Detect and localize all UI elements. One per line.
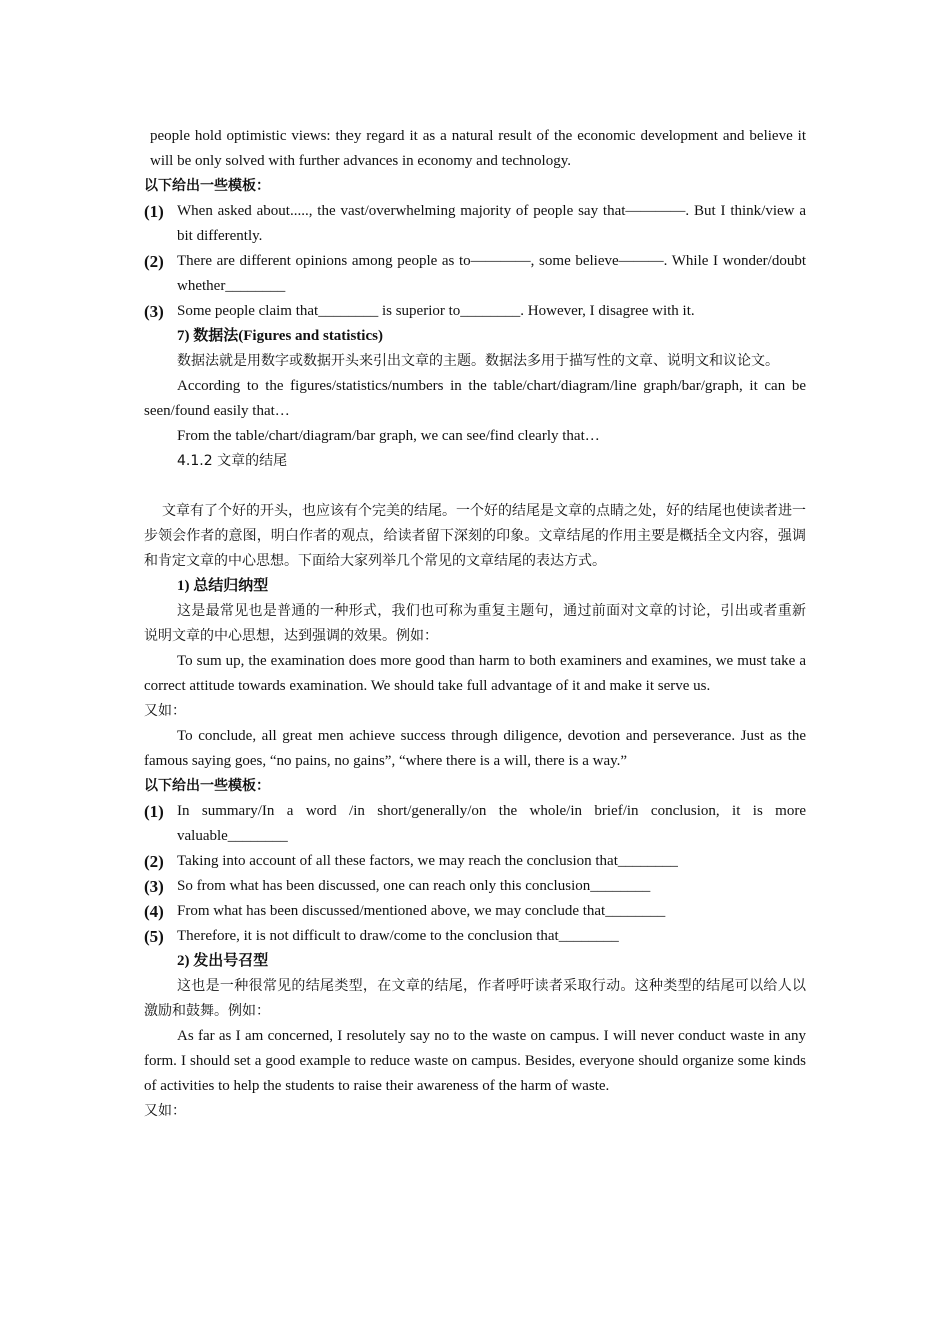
list-number: (5): [144, 927, 164, 946]
list-text: There are different opinions among people as to————, some believe———. While I wonder/doubt whether________: [177, 253, 806, 294]
also-label: 又如：: [144, 703, 186, 719]
summary-heading: 1) 总结归纳型: [177, 578, 269, 594]
list-text: In summary/In a word /in short/generally/on the whole/in brief/in conclusion, it is more valuable________: [177, 803, 806, 844]
intro-paragraph: people hold optimistic views: they regard it as a natural result of the economic development and believe it will be only solved with further advances in economy and technology.: [150, 128, 806, 169]
document-page: [144, 124, 806, 1124]
list-text: So from what has been discussed, one can reach only this conclusion________: [177, 878, 651, 894]
list-item: [144, 299, 806, 324]
call-example-1: As far as I am concerned, I resolutely say no to the waste on campus. I will never conduct waste in any form. I should set a good example to reduce waste on campus. Besides, everyone should organize some kinds of activities to help the students to raise their awareness of the harm of waste.: [144, 1028, 806, 1094]
templates-heading: 以下给出一些模板：: [144, 778, 270, 794]
list-item: [144, 799, 806, 849]
list-text: Taking into account of all these factors, we may reach the conclusion that________: [177, 853, 678, 869]
also-label: 又如：: [144, 1103, 186, 1119]
list-number: (1): [144, 202, 164, 221]
list-text: Some people claim that________ is superior to________. However, I disagree with it.: [177, 303, 695, 319]
figures-example-2: From the table/chart/diagram/bar graph, we can see/find clearly that…: [177, 428, 600, 444]
templates-heading: 以下给出一些模板：: [144, 178, 270, 194]
list-item: [144, 924, 806, 949]
list-text: When asked about....., the vast/overwhelming majority of people say that————. But I think/view a bit differently.: [177, 203, 806, 244]
list-number: (3): [144, 877, 164, 896]
list-item: [144, 849, 806, 874]
summary-description: 这是最常见也是普通的一种形式，我们也可称为重复主题句，通过前面对文章的讨论，引出或者重新说明文章的中心思想，达到强调的效果。例如：: [144, 603, 806, 644]
spacer: [144, 474, 806, 499]
list-item: [144, 199, 806, 249]
call-description: 这也是一种很常见的结尾类型，在文章的结尾，作者呼吁读者采取行动。这种类型的结尾可以给人以激励和鼓舞。例如：: [144, 978, 806, 1019]
call-heading: 2) 发出号召型: [177, 953, 269, 969]
figures-example-1: According to the figures/statistics/numbers in the table/chart/diagram/line graph/bar/graph, it can be seen/found easily that…: [144, 378, 806, 419]
list-number: (1): [144, 802, 164, 821]
list-item: [144, 899, 806, 924]
list-text: From what has been discussed/mentioned above, we may conclude that________: [177, 903, 666, 919]
ending-intro-paragraph: 文章有了个好的开头，也应该有个完美的结尾。一个好的结尾是文章的点睛之处，好的结尾也使读者进一步领会作者的意图，明白作者的观点，给读者留下深刻的印象。文章结尾的作用主要是概括全文内容，强调和肯定文章的中心思想。下面给大家列举几个常见的文章结尾的表达方式。: [144, 503, 806, 569]
summary-example-1: To sum up, the examination does more good than harm to both examiners and examines, we must take a correct attitude towards examination. We should take full advantage of it and make it serve us.: [144, 653, 806, 694]
list-text: Therefore, it is not difficult to draw/come to the conclusion that________: [177, 928, 619, 944]
list-number: (2): [144, 852, 164, 871]
list-item: [144, 874, 806, 899]
list-item: [144, 249, 806, 299]
list-number: (4): [144, 902, 164, 921]
figures-heading: 7) 数据法(Figures and statistics): [177, 328, 383, 344]
list-number: (2): [144, 252, 164, 271]
summary-example-2: To conclude, all great men achieve success through diligence, devotion and perseverance. Just as the famous saying goes, “no pains, no gains”, “where there is a will, there is a way.”: [144, 728, 806, 769]
figures-description: 数据法就是用数字或数据开头来引出文章的主题。数据法多用于描写性的文章、说明文和议论文。: [177, 353, 779, 369]
section-heading: 4.1.2 文章的结尾: [177, 453, 288, 469]
list-number: (3): [144, 302, 164, 321]
